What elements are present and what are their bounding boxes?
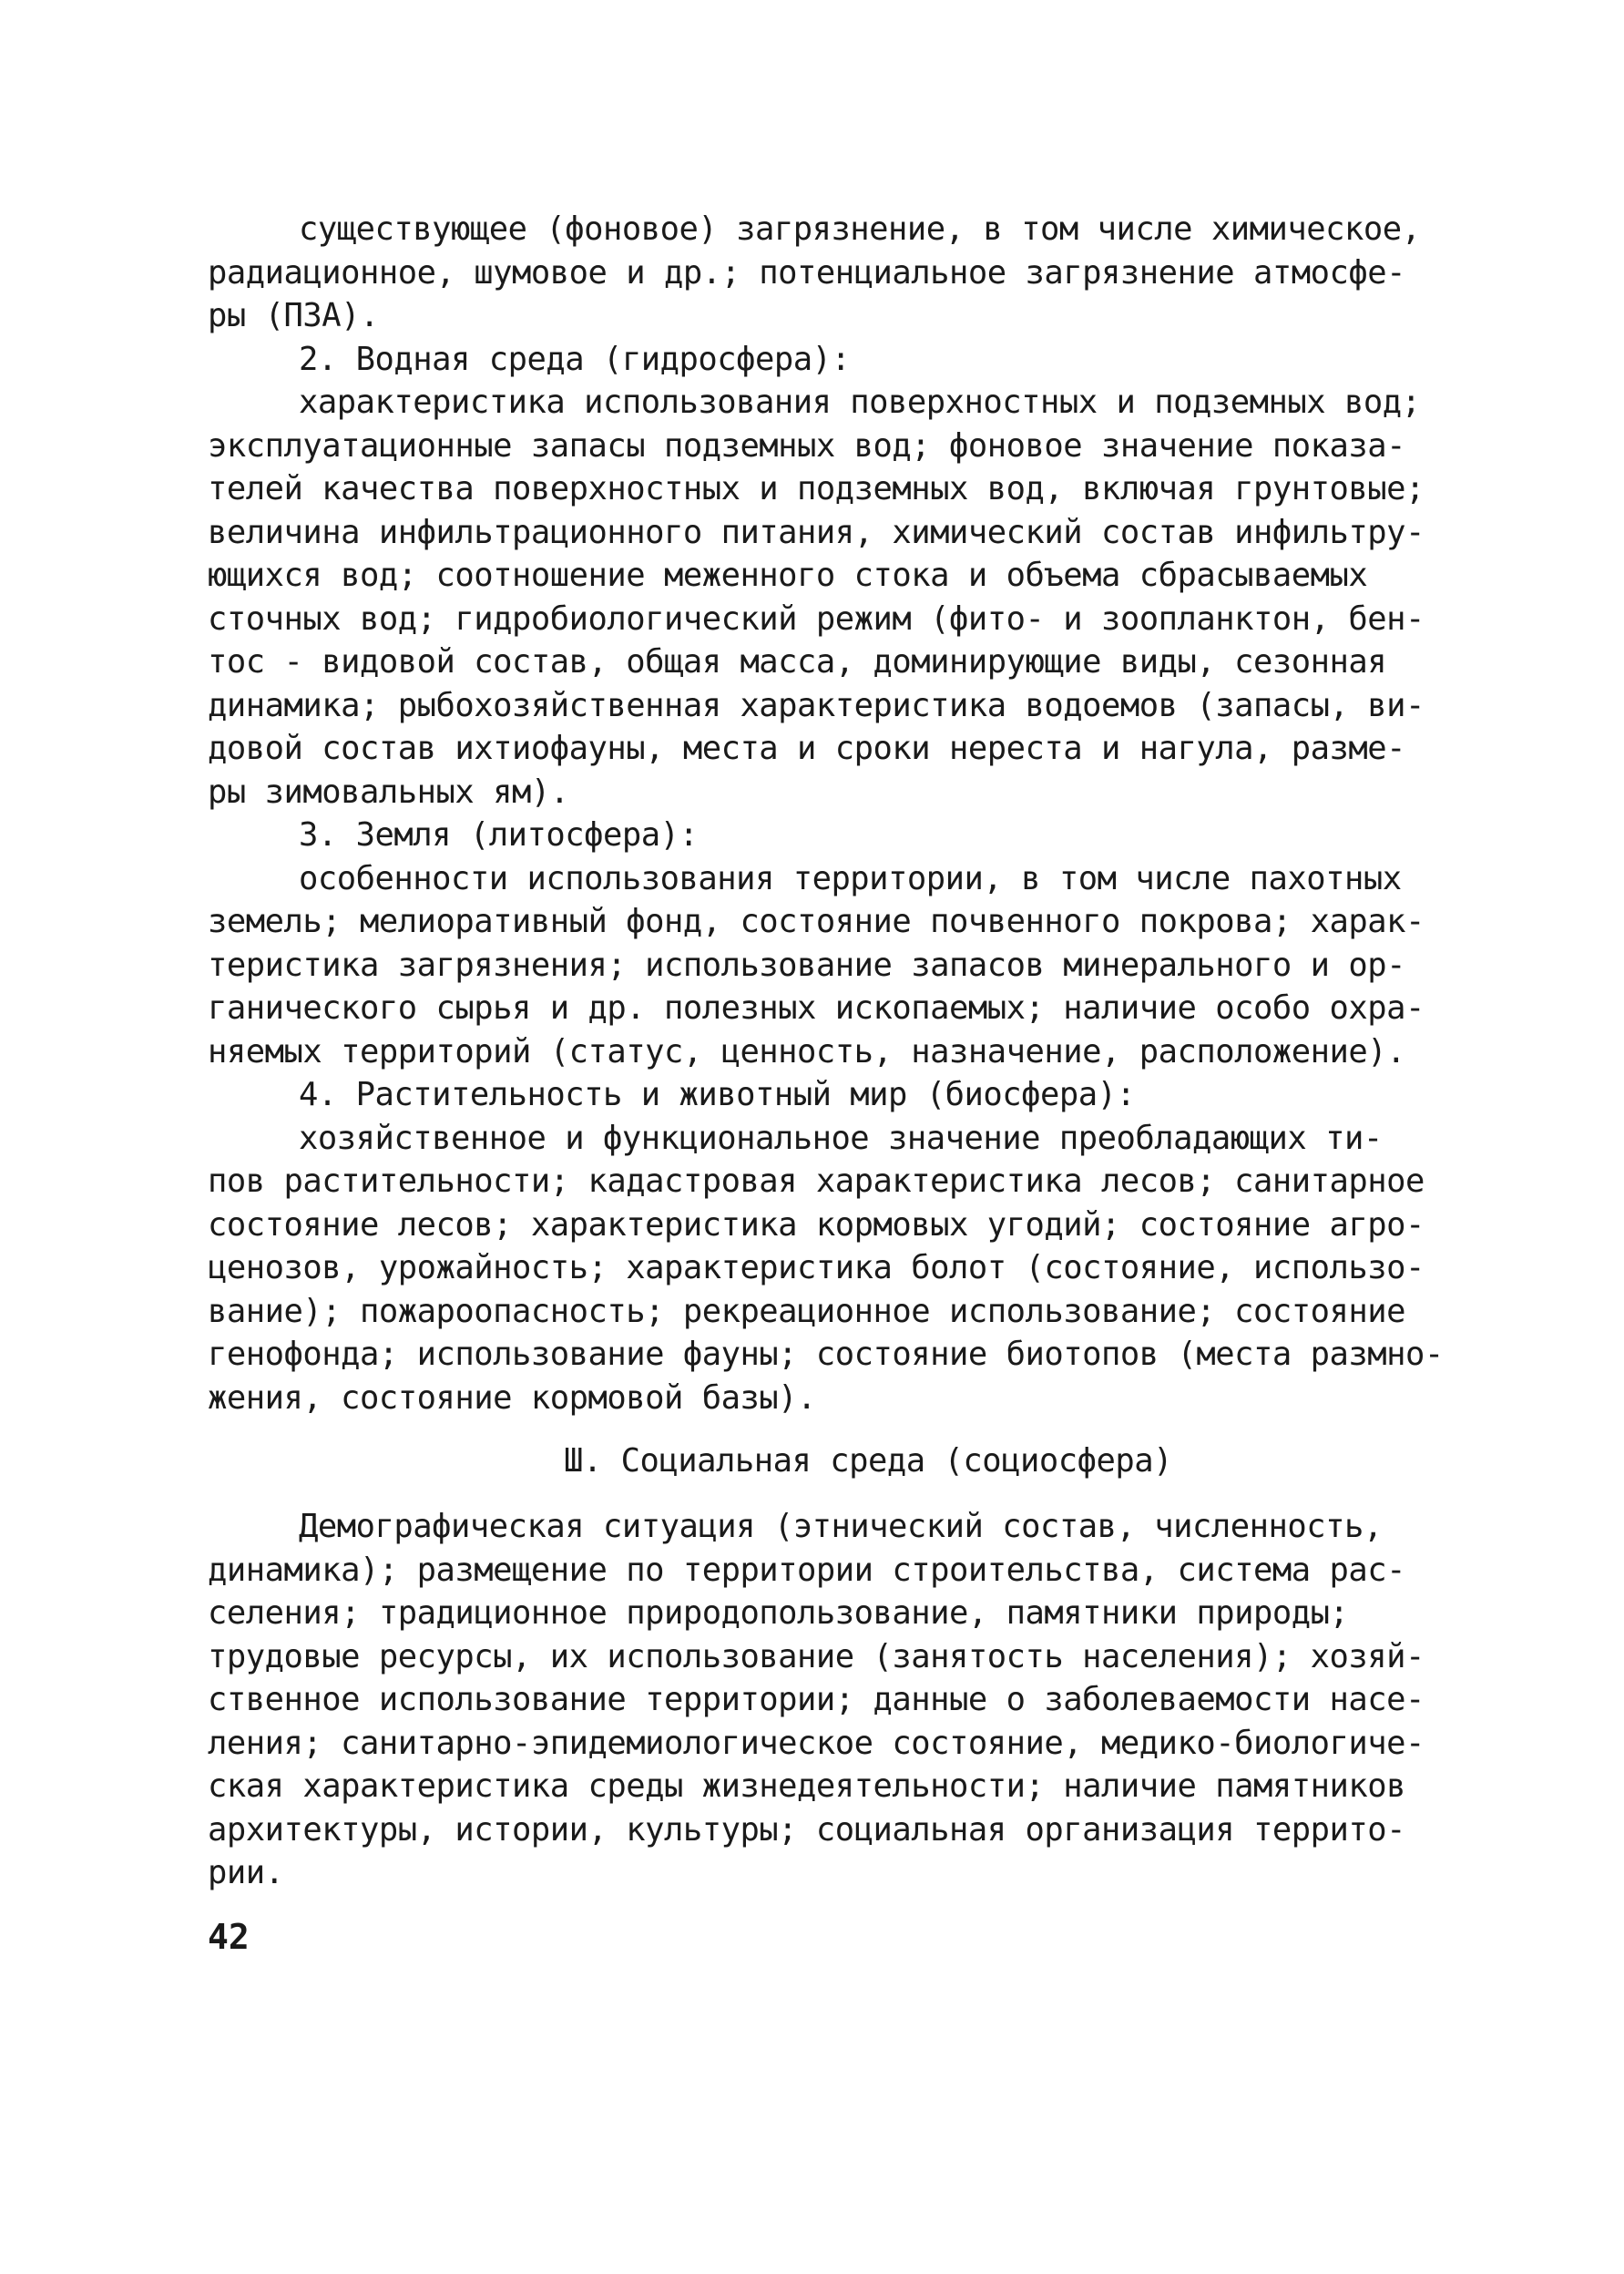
text-line: тос - видовой состав, общая масса, доминирующие виды, сезонная [208,643,1387,681]
text-line: телей качества поверхностных и подземных вод, включая грунтовые; [208,470,1425,507]
text-line: радиационное, шумовое и др.; потенциальное загрязнение атмосфе- [208,253,1405,292]
section-body-hydrosphere [208,381,1425,814]
text-line: пов растительности; кадастровая характеристика лесов; санитарное [208,1163,1425,1200]
page-number: 42 [208,1917,250,1957]
section-title-biosphere: 4. Растительность и животный мир (биосфера): [299,1076,1136,1113]
section-body-lithosphere [208,857,1425,1074]
text-line: состояние лесов; характеристика кормовых угодий; состояние агро- [208,1205,1425,1244]
text-line: селения; традиционное природопользование, памятники природы; [208,1594,1349,1632]
text-line: сточных вод; гидробиологический режим (фито- и зоопланктон, бен- [208,599,1425,638]
section-title-lithosphere: 3. Земля (литосфера): [299,816,699,854]
text-line: динамика; рыбохозяйственная характеристика водоемов (запасы, ви- [208,686,1425,724]
text-line: величина инфильтрационного питания, химический состав инфильтру- [208,513,1425,551]
text-line: эксплуатационные запасы подземных вод; фоновое значение показа- [208,426,1405,465]
document-page [208,208,1444,1895]
text-line: хозяйственное и функциональное значение преобладающих ти- [299,1119,1383,1157]
section-body-social [208,1505,1425,1895]
text-line: ственное использование территории; данные о заболеваемости насе- [208,1681,1425,1718]
section-heading-social: Ш. Социальная среда (социосфера) [564,1442,1172,1480]
section-title-hydrosphere: 2. Водная среда (гидросфера): [299,340,851,378]
text-line: ры зимовальных ям). [208,773,569,811]
text-line: няемых территорий (статус, ценность, назначение, расположение). [208,1032,1405,1070]
text-line: ганического сырья и др. полезных ископаемых; наличие особо охра- [208,989,1425,1027]
text-line: земель; мелиоративный фонд, состояние почвенного покрова; харак- [208,903,1425,940]
text-line: ющихся вод; соотношение меженного стока и объема сбрасываемых [208,557,1368,594]
paragraph-air-pollution [208,208,1421,338]
text-line: трудовые ресурсы, их использование (занятость населения); хозяй- [208,1637,1425,1675]
text-line: Демографическая ситуация (этнический состав, численность, [299,1508,1383,1545]
text-line: особенности использования территории, в том числе пахотных [299,859,1402,897]
text-line: ры (ПЗА). [208,297,379,334]
text-line: ления; санитарно-эпидемиологическое состояние, медико-биологиче- [208,1724,1425,1762]
text-line: архитектуры, истории, культуры; социальная организация террито- [208,1810,1405,1849]
text-line: ценозов, урожайность; характеристика болот (состояние, использо- [208,1249,1425,1286]
section-body-biosphere [208,1117,1444,1420]
text-line: довой состав ихтиофауны, места и сроки нереста и нагула, разме- [208,730,1405,767]
text-line: ская характеристика среды жизнедеятельности; наличие памятников [208,1767,1405,1805]
text-line: существующее (фоновое) загрязнение, в том числе химическое, [299,210,1421,248]
text-line: вание); пожароопасность; рекреационное использование; состояние [208,1292,1405,1330]
text-line: характеристика использования поверхностных и подземных вод; [299,384,1421,421]
text-line: генофонда; использование фауны; состояние биотопов (места размно- [208,1336,1444,1373]
text-line: динамика); размещение по территории строительства, система рас- [208,1551,1405,1589]
text-line: теристика загрязнения; использование запасов минерального и ор- [208,946,1405,984]
text-line: рии. [208,1854,284,1891]
text-line: жения, состояние кормовой базы). [208,1378,816,1417]
